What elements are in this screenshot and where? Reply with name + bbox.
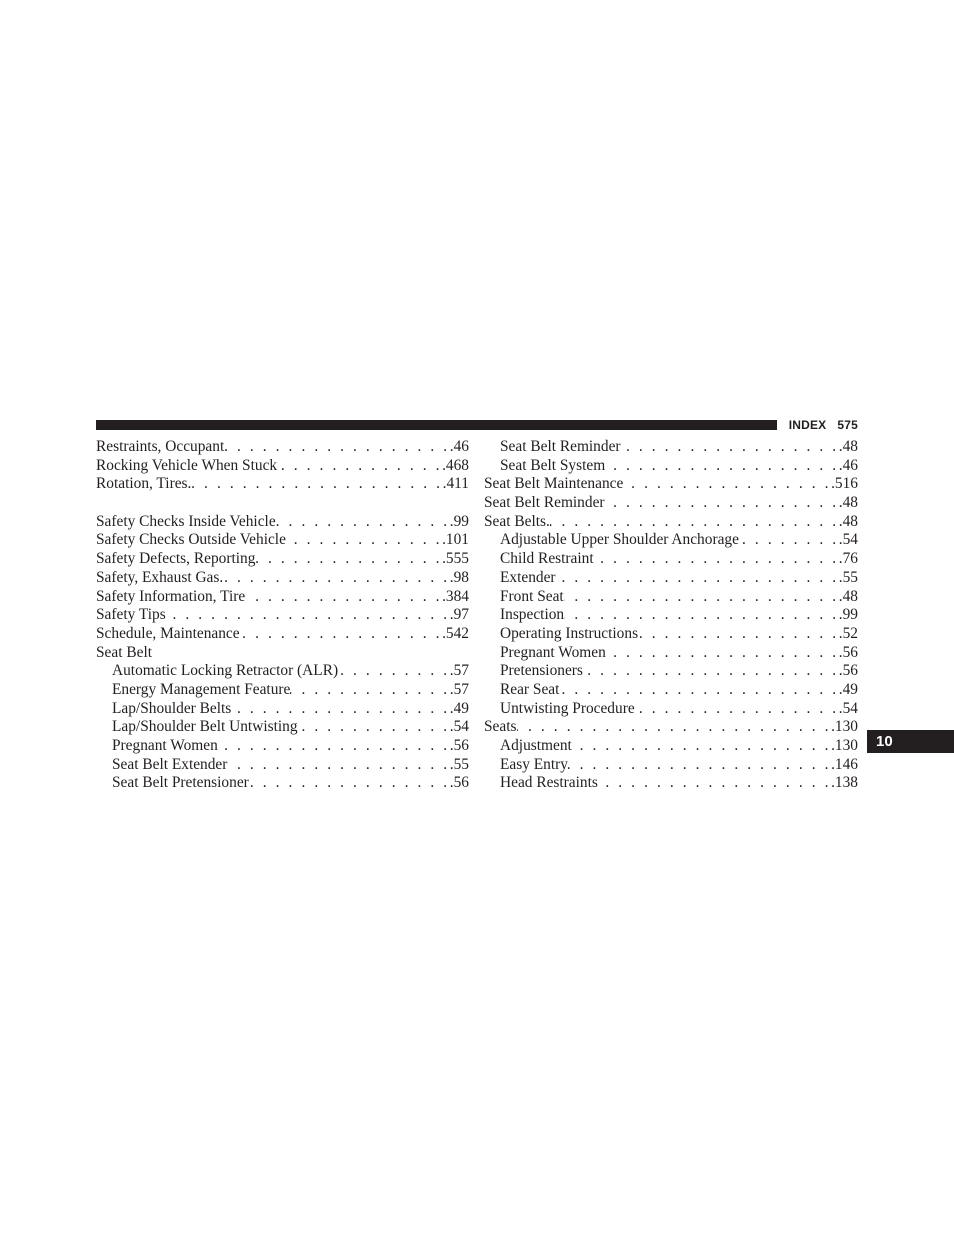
dot-leader (556, 569, 839, 588)
index-entry (484, 700, 858, 719)
header-rule (96, 420, 777, 430)
index-entry (484, 756, 858, 775)
index-entry (96, 700, 469, 719)
dot-leader (638, 625, 839, 644)
index-entry-page: .516 (831, 475, 858, 493)
index-entry-page: .146 (831, 755, 858, 773)
index-entry (96, 625, 469, 644)
index-entry (96, 550, 469, 569)
dot-leader (568, 756, 831, 775)
index-entry (96, 644, 469, 663)
dot-leader (594, 550, 839, 569)
index-entry-page: .97 (449, 606, 469, 624)
index-entry-page: .48 (838, 438, 858, 455)
dot-leader (739, 531, 839, 550)
index-entry (96, 475, 469, 494)
index-entry-page: .57 (449, 662, 469, 680)
dot-leader (606, 644, 839, 663)
dot-leader (559, 681, 838, 700)
index-entry (484, 513, 858, 532)
index-entry (96, 737, 469, 756)
index-entry (484, 475, 858, 494)
index-entry-label: Rocking Vehicle When Stuck (96, 456, 278, 474)
dot-leader (249, 774, 450, 793)
index-entry (484, 494, 858, 513)
index-entry-label: Lap/Shoulder Belt Untwisting (112, 718, 298, 736)
index-entry-label: Safety, Exhaust Gas. (96, 568, 224, 586)
index-entry (484, 625, 858, 644)
dot-leader (218, 737, 450, 756)
index-entry-label: Untwisting Procedure (500, 699, 635, 717)
index-column-right (484, 438, 858, 793)
index-entry-page: .101 (442, 531, 469, 549)
index-entry-label: Automatic Locking Retractor (ALR) (112, 662, 339, 680)
index-entry-page: .138 (831, 774, 858, 792)
index-entry-page: .384 (442, 587, 469, 605)
index-entry-label: Easy Entry (500, 755, 568, 773)
index-entry (96, 588, 469, 607)
dot-leader (166, 606, 450, 625)
index-entry-label: Seat Belts. (484, 512, 550, 530)
index-entry (484, 718, 858, 737)
index-entry (484, 681, 858, 700)
index-entry-label: Inspection (500, 606, 565, 624)
dot-leader (564, 606, 839, 625)
index-entry-page: .468 (442, 456, 469, 474)
index-entry-label: Seat Belt System (500, 456, 606, 474)
index-entry-page: .48 (838, 494, 858, 512)
index-entry-label: Seat Belt Maintenance (484, 475, 624, 493)
header-title: INDEX (788, 418, 827, 432)
index-entry-label: Safety Checks Inside Vehicle (96, 512, 276, 530)
dot-leader (231, 700, 449, 719)
dot-leader (621, 438, 839, 457)
dot-leader (564, 588, 839, 607)
index-entry-label: Seats (484, 718, 517, 736)
index-entry-page: .46 (449, 438, 469, 455)
dot-leader (605, 457, 839, 476)
index-entry-label: Safety Tips (96, 606, 166, 624)
dot-leader (277, 457, 442, 476)
index-entry-page: .99 (449, 512, 469, 530)
dot-leader (240, 625, 442, 644)
index-entry-page: .99 (838, 606, 858, 624)
index-entry (96, 756, 469, 775)
index-entry-page: .76 (838, 550, 858, 568)
index-entry (96, 681, 469, 700)
index-column-left (96, 438, 469, 793)
index-entry-page: .46 (838, 456, 858, 474)
dot-leader (517, 718, 832, 737)
dot-leader (245, 588, 442, 607)
index-entry-label: Restraints, Occupant (96, 438, 225, 455)
dot-leader (298, 718, 450, 737)
dot-leader (290, 681, 449, 700)
index-entry (484, 531, 858, 550)
index-entry-label: Adjustable Upper Shoulder Anchorage (500, 531, 739, 549)
index-entry-label: Pretensioners (500, 662, 583, 680)
dot-leader (635, 700, 839, 719)
dot-leader (286, 531, 442, 550)
index-entry-page: .55 (449, 755, 469, 773)
index-entry (96, 662, 469, 681)
index-entry (96, 438, 469, 457)
index-entry (484, 438, 858, 457)
index-entry-label: Head Restraints (500, 774, 598, 792)
index-entry-page: .54 (838, 699, 858, 717)
index-entry-page: .54 (449, 718, 469, 736)
running-header (782, 417, 858, 433)
index-entry (96, 531, 469, 550)
index-entry-page: .54 (838, 531, 858, 549)
index-entry-label: Seat Belt Pretensioner (112, 774, 249, 792)
dot-leader (623, 475, 831, 494)
index-entry-label: Lap/Shoulder Belts (112, 699, 232, 717)
dot-leader (583, 662, 839, 681)
index-entry (484, 569, 858, 588)
index-entry-label: Safety Information, Tire (96, 587, 246, 605)
dot-leader (276, 513, 450, 532)
index-entry-label: Extender (500, 568, 556, 586)
index-entry (484, 662, 858, 681)
index-entry-page: .542 (442, 624, 469, 642)
dot-leader (223, 569, 450, 588)
index-entry (484, 457, 858, 476)
index-entry-label: Pregnant Women (112, 737, 218, 754)
index-entry (96, 569, 469, 588)
index-entry (96, 513, 469, 532)
index-entry-label: Adjustment (500, 737, 572, 754)
index-entry-page: .48 (838, 587, 858, 605)
index-entry-label: Seat Belt (96, 643, 152, 661)
index-entry-page: .130 (831, 737, 858, 754)
index-entry-label: Safety Defects, Reporting (96, 550, 256, 568)
header-page-number: 575 (837, 418, 858, 432)
index-entry (484, 737, 858, 756)
index-entry-label: Pregnant Women (500, 643, 606, 661)
index-entry-label: Energy Management Feature (112, 680, 291, 698)
index-entry-page: .56 (449, 774, 469, 792)
dot-leader (224, 438, 450, 457)
index-entry-page: .56 (838, 643, 858, 661)
index-entry-page: .130 (831, 718, 858, 736)
index-entry-label: Rotation, Tires. (96, 475, 192, 493)
index-entry-label: Child Restraint (500, 550, 594, 568)
chapter-tab: 10 (867, 730, 954, 753)
index-entry (484, 550, 858, 569)
index-entry-page: .48 (838, 512, 858, 530)
index-entry-page: .57 (449, 680, 469, 698)
index-entry (96, 774, 469, 793)
index-entry-label: Schedule, Maintenance (96, 624, 240, 642)
index-entry (484, 774, 858, 793)
index-entry-label: Rear Seat (500, 680, 560, 698)
index-entry (484, 588, 858, 607)
index-entry-label: Safety Checks Outside Vehicle (96, 531, 286, 549)
dot-leader (255, 550, 442, 569)
index-entry (96, 606, 469, 625)
index-entry-page: .411 (442, 475, 469, 493)
index-entry (96, 718, 469, 737)
index-entry (484, 606, 858, 625)
index-entry-label: Front Seat (500, 587, 564, 605)
index-entry-label: Seat Belt Reminder (500, 438, 621, 455)
dot-leader (338, 662, 450, 681)
index-entry-page: .98 (449, 568, 469, 586)
index-entry-label: Operating Instructions (500, 624, 639, 642)
dot-leader (572, 737, 831, 756)
index-entry-page: .56 (449, 737, 469, 754)
dot-leader (598, 774, 831, 793)
index-entry-page: .55 (838, 568, 858, 586)
index-entry (484, 644, 858, 663)
dot-leader (605, 494, 839, 513)
index-entry-page: .555 (442, 550, 469, 568)
index-entry-label: Seat Belt Extender (112, 755, 228, 773)
index-entry-page: .52 (838, 624, 858, 642)
index-entry (96, 457, 469, 476)
dot-leader (227, 756, 449, 775)
index-entry-label: Seat Belt Reminder (484, 494, 605, 512)
index-entry-page: .56 (838, 662, 858, 680)
dot-leader (550, 513, 839, 532)
dot-leader (191, 475, 442, 494)
index-entry-page: .49 (838, 680, 858, 698)
index-entry-page: .49 (449, 699, 469, 717)
